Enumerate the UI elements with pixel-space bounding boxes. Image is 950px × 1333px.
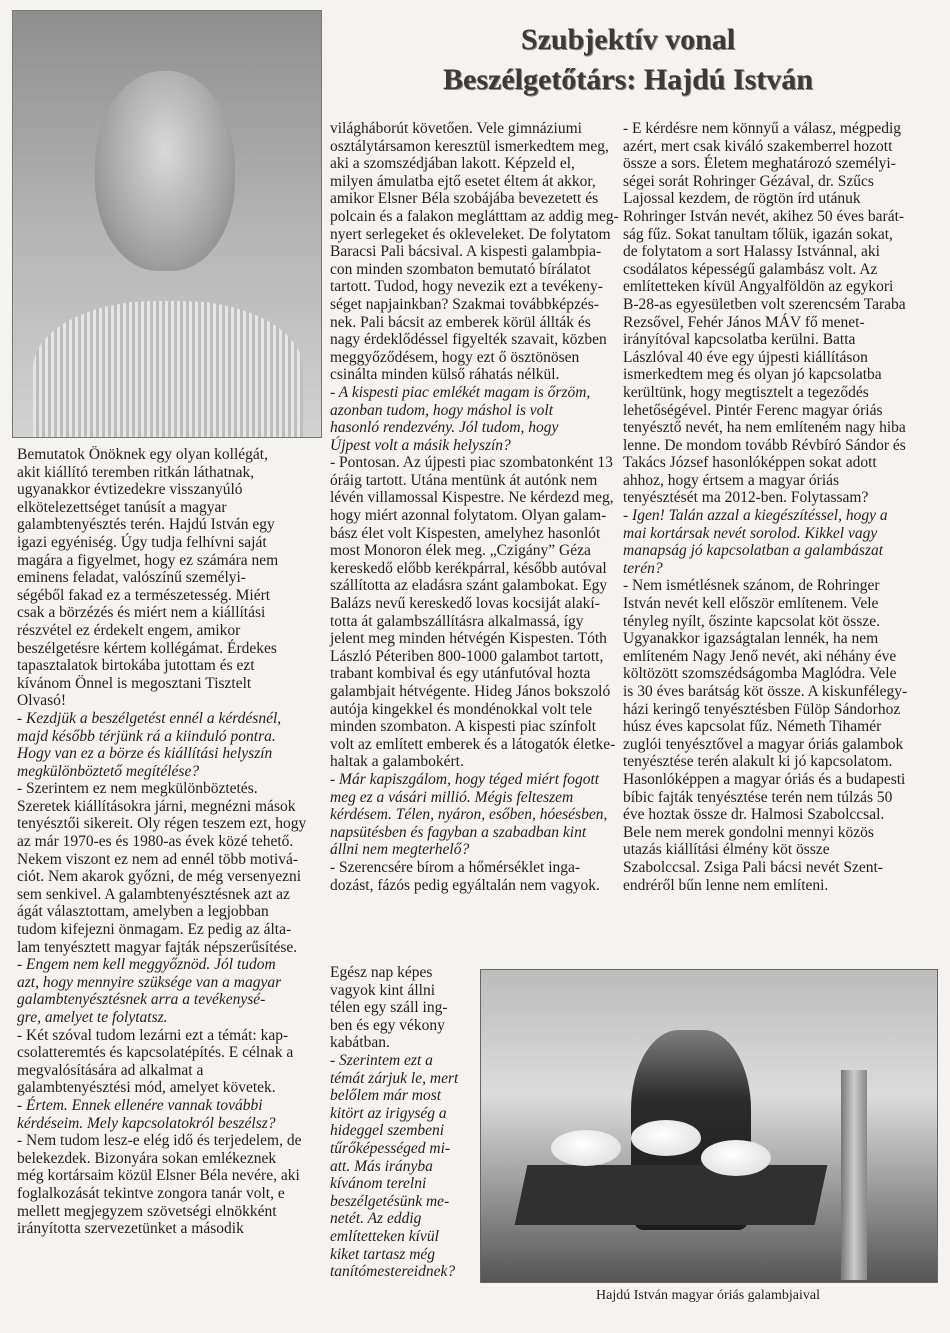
text-line: hideggel szembeni: [330, 1122, 445, 1140]
text-line: Baracsi Pali bácsival. A kispesti galambpia-: [330, 243, 602, 261]
text-line: bíbic fajták tenyésztése terén nem túlzás 50: [623, 788, 893, 806]
text-line: tűrőképességed mi-: [330, 1139, 451, 1157]
text-line: Szabolccsal. Zsiga Pali bácsi nevét Szent-: [623, 858, 883, 876]
text-line: galambtenyésztés terén. Hajdú István egy: [17, 516, 275, 534]
pigeon: [701, 1140, 771, 1176]
text-line: ségéből fakad ez a természetesség. Miért: [17, 586, 271, 604]
text-line: meggyőződésem, hogy ezt ő ösztönösen: [330, 348, 580, 366]
text-line: tenyésztését ma 2012-ben. Folytassam?: [623, 489, 869, 507]
text-line: tudom kifejezni önmagam. Ez pedig az álta-: [17, 921, 292, 939]
text-line: Hasonlóképpen a magyar óriás és a budapesti: [623, 770, 906, 788]
text-line: említetteken kívül: [330, 1227, 439, 1245]
text-line: trabant kombival és egy utánfutóval hozta: [330, 665, 591, 683]
column-middle-narrow: [330, 964, 480, 1281]
text-line: most Monoron élek meg. „Czigány” Géza: [330, 542, 591, 560]
text-line: - Kezdjük a beszélgetést ennél a kérdésnél,: [17, 709, 282, 727]
text-line: tényleg nyílt, őszinte kapcsolat köt össze.: [623, 612, 880, 630]
text-line: kérdésem. Télen, nyáron, esőben, hóesésben,: [330, 806, 608, 824]
text-line: aki a szomszédjában lakott. Képzeld el,: [330, 155, 575, 173]
text-line: ság fűz. Sokat tanultam tőlük, igazán sokat,: [623, 225, 893, 243]
text-line: totta át galambszállításra alkalmassá, így: [330, 612, 584, 630]
text-line: megkülönböztető megítélése?: [17, 762, 200, 780]
text-line: con minden szombaton bemutató bírálatot: [330, 260, 591, 278]
text-line: tenyésztése terén alakult ki jó kapcsolatom.: [623, 753, 893, 771]
pigeon: [631, 1120, 701, 1156]
text-line: att. Más irányba: [330, 1157, 433, 1175]
text-line: jelent meg minden hétvégén Kispesten. Tóth: [330, 630, 607, 648]
text-line: galambtenyésztésnek arra a tevékenysé-: [17, 991, 266, 1009]
text-line: éve hoztak össze dr. Halmosi Szabolccsal.: [623, 806, 885, 824]
text-line: költözött szomszédságomba Maglódra. Vele: [623, 665, 897, 683]
text-line: Takács József hasonlóképpen sokat adott: [623, 454, 877, 472]
text-line: Hogy van ez a börze és kiállítási helyszín: [17, 745, 273, 763]
text-line: télen egy száll ing-: [330, 999, 448, 1017]
text-line: tapasztalatok birtokába jutottam és ezt: [17, 657, 255, 675]
text-line: - Értem. Ennek ellenére vannak további: [17, 1096, 263, 1114]
text-line: István nevét kell először említenem. Vele: [623, 595, 879, 613]
text-line: napsütésben és fagyban a szabadban kint: [330, 823, 587, 841]
text-line: manapság jó kapcsolatban a galambászat: [623, 542, 884, 560]
text-line: is 30 éves barátság köt össze. A kiskunfélegy-: [623, 683, 908, 700]
text-line: foglalkozását tekintve zongora tanár volt, e: [17, 1184, 285, 1202]
text-line: endréről bűn lenne nem említeni.: [623, 876, 829, 894]
text-line: Balázs nevű kereskedő lovas kocsiját alakí-: [330, 595, 600, 613]
text-line: lam tenyésztett magyar fajták népszerűsítése.: [17, 938, 298, 956]
text-line: osztálytársamon keresztül ismerkedtem meg,: [330, 137, 609, 155]
text-line: kabátban.: [330, 1034, 390, 1052]
text-line: magára a figyelmet, hogy ez számára nem: [17, 551, 279, 569]
text-line: lehetőségével. Pintér Ferenc magyar óriás: [623, 401, 883, 419]
text-line: házi keringő tenyésztésben Fülöp Sándorhoz: [623, 700, 901, 718]
portrait-head: [95, 71, 235, 271]
text-line: - A kispesti piac emlékét magam is őrzöm,: [330, 383, 591, 401]
text-line: amikor Elsner Béla szobájába bevezetett és: [330, 190, 599, 208]
text-line: kiket tartasz még: [330, 1245, 436, 1263]
text-line: nyert serlegeket és okleveleket. De folytatom: [330, 225, 611, 243]
text-line: - Szerencsére bírom a hőmérséklet inga-: [330, 858, 581, 876]
text-line: óráig tartott. Utána mentünk át autónk nem: [330, 471, 598, 489]
text-line: Lajossal kezdem, de rögtön írd utánuk: [623, 190, 861, 208]
article-title: [328, 20, 928, 100]
text-line: minden szombaton. A kispesti piac színfolt: [330, 718, 597, 736]
text-line: Ugyanakkor igazságtalan lennék, ha nem: [623, 630, 879, 648]
text-line: lévén villamossal Kispestre. Ne kérdezd meg,: [330, 489, 614, 507]
text-line: ágát választottam, amelyben a legjobban: [17, 903, 269, 921]
article-title-line-1: Szubjektív vonal: [520, 23, 736, 56]
text-line: irányította szervezetünket a második: [17, 1220, 244, 1238]
text-line: azért, mert csak kiváló szakemberrel hozott: [623, 137, 893, 155]
text-line: igazi egyéniség. Úgy tudja felhívni saját: [17, 533, 267, 551]
text-line: össze a sors. Életem meghatározó személyi-: [623, 155, 896, 173]
text-line: vagyok kint állni: [330, 981, 436, 999]
text-line: - Igen! Talán azzal a kiegészítéssel, hogy a: [623, 507, 888, 525]
text-line: Újpest volt a másik helyszín?: [330, 436, 511, 454]
text-line: tanítómestereidnek?: [330, 1263, 456, 1281]
text-line: belekezdek. Bizonyára sokan emlékeznek: [17, 1149, 277, 1167]
text-line: sem senkivel. A galambtenyésztésnek azt az: [17, 885, 290, 903]
text-line: milyen ámulatba ejtő esetet éltem át akkor,: [330, 172, 596, 190]
text-line: lenne. De mondom tovább Révbíró Sándor és: [623, 436, 906, 454]
text-line: Olvasó!: [17, 692, 67, 710]
text-line: ségei sorát Rohringer Gézával, dr. Szűcs: [623, 172, 874, 190]
text-line: terén?: [623, 559, 663, 577]
text-line: világháborút követően. Vele gimnáziumi: [330, 120, 582, 137]
text-line: ahhoz, hogy értsem a magyar óriás: [623, 471, 840, 489]
text-line: gre, amelyet te folytatsz.: [17, 1009, 168, 1026]
text-line: nek. Pali bácsit az emberek körül állták és: [330, 313, 591, 331]
text-line: az már 1970-es és 1980-as évek közé tehető.: [17, 833, 294, 851]
text-line: megvalósítására ad alkalmat a: [17, 1061, 204, 1079]
text-line: beszélgetésünk me-: [330, 1192, 450, 1210]
portrait-shirt: [33, 301, 303, 438]
column-left: [17, 446, 317, 1238]
text-line: azonban tudom, hogy máshol is volt: [330, 401, 554, 419]
text-line: szállította az eladásra szánt galambokat. Egy: [330, 577, 608, 595]
text-line: eminens feladat, valószínű személyi-: [17, 569, 246, 587]
text-line: bász élet volt Kispesten, amelyhez hasonlót: [330, 524, 601, 542]
text-line: ciót. Nem akarok győzni, de még versenyezni: [17, 868, 302, 886]
article-title-line-2: Beszélgetőtárs: Hajdú István: [443, 63, 813, 96]
text-line: húsz éves kapcsolat fűz. Németh Tihamér: [623, 718, 882, 736]
text-line: - Nem tudom lesz-e elég idő és terjedelem, de: [17, 1132, 302, 1150]
photo-caption: Hajdú István magyar óriás galambjaival: [596, 1288, 820, 1303]
text-line: galambjait hétvégente. Hideg János bokszoló: [330, 683, 611, 700]
text-line: Rohringer István nevét, akihez 50 éves barát-: [623, 207, 905, 225]
text-line: belőlem már most: [330, 1087, 442, 1105]
text-line: kívánom Önnel is megosztani Tisztelt: [17, 674, 252, 692]
text-line: B-28-as egyesületben volt szerencsém Taraba: [623, 295, 906, 313]
text-line: séget napjainkban? Szakmai továbbképzés-: [330, 295, 599, 313]
text-line: - Engem nem kell meggyőznöd. Jól tudom: [17, 956, 276, 974]
text-line: Szeretek kiállításokra járni, megnézni mások: [17, 797, 296, 815]
text-line: netét. Az eddig: [330, 1210, 422, 1228]
text-line: - Két szóval tudom lezárni ezt a témát: kap-: [17, 1026, 289, 1044]
text-line: említetteken kívül Angyalföldön az egykori: [623, 278, 894, 296]
text-line: hasonló rendezvény. Jól tudom, hogy: [330, 419, 559, 437]
text-line: - E kérdésre nem könnyű a válasz, mégpedig: [623, 120, 902, 137]
text-line: még kortársaim közül Elsner Béla nevére, aki: [17, 1167, 300, 1185]
text-line: ben és egy vékony: [330, 1016, 445, 1034]
text-line: akit kiállító teremben ritkán láthatnak,: [17, 463, 255, 481]
text-line: csinálta minden külső ráhatás nélkül.: [330, 366, 560, 384]
pigeon: [551, 1130, 621, 1166]
text-line: tenyésztői sikereit. Oly régen teszem ezt, hogy: [17, 815, 307, 833]
text-line: Lászlóval 40 éve egy újpesti kiállításon: [623, 348, 868, 366]
text-line: nagy érdeklődéssel figyelték szavait, közben: [330, 331, 607, 349]
text-line: Egész nap képes: [330, 964, 433, 981]
text-line: tenyésztő nevét, ha nem említeném nagy hiba: [623, 419, 906, 437]
text-line: - Nem ismétlésnek szánom, de Rohringer: [623, 577, 880, 595]
text-line: zuglói tenyésztővel a magyar óriás galambok: [623, 735, 904, 753]
text-line: volt az említett emberek és a látogatók életke-: [330, 735, 616, 753]
text-line: kerültünk, hogy megtisztelt a tegeződés: [623, 383, 869, 401]
text-line: Bele nem merek gondolni mennyi közös: [623, 823, 874, 841]
pigeons-photo: [480, 969, 938, 1283]
column-middle: [330, 120, 619, 894]
text-line: mai kortársak nevét sorolod. Kikkel vagy: [623, 524, 878, 542]
text-line: csolatteremtés és kapcsolatépítés. E célnak a: [17, 1044, 294, 1062]
text-line: kérdéseim. Mely kapcsolatokról beszélsz?: [17, 1114, 276, 1132]
text-line: csodálatos képességű galambász volt. Az: [623, 260, 878, 278]
text-line: azt, hogy mennyire szüksége van a magyar: [17, 973, 282, 991]
text-line: autója kingekkel és mondénokkal volt tele: [330, 700, 593, 718]
text-line: - Már kapiszgálom, hogy téged miért fogott: [330, 770, 600, 788]
text-line: hogy miért azonnal folytatom. Olyan galam-: [330, 507, 607, 525]
text-line: utazás kiállítási élmény köt össze: [623, 841, 830, 859]
text-line: témát zárjuk le, mert: [330, 1069, 459, 1087]
text-line: majd később térjünk rá a kiinduló pontra.: [17, 727, 276, 745]
display-table: [515, 1165, 828, 1225]
text-line: kereskedő előbb kerékpárral, később autóval: [330, 559, 607, 577]
text-line: Rezsővel, Fehér János MÁV fő menet-: [623, 313, 865, 331]
portrait-photo: [12, 10, 322, 438]
text-line: ugyanakkor évtizedekre visszanyúló: [17, 481, 243, 499]
text-line: irányítóval kapcsolatba kerülni. Batta: [623, 331, 856, 349]
text-line: állni nem megterhelő?: [330, 841, 470, 859]
text-line: beszélgetésre kértem kollégámat. Érdekes: [17, 639, 277, 657]
text-line: meg ez a vásári millió. Mégis felteszem: [330, 788, 574, 806]
text-line: kitört az irigység a: [330, 1104, 447, 1122]
text-line: polcain és a falakon meglátttam az addig meg-: [330, 207, 619, 225]
text-line: galambtenyésztési mód, amelyet követek.: [17, 1079, 276, 1097]
column-right: [623, 120, 923, 894]
text-line: tartott. Tudod, hogy nevezik ezt a tevékeny-: [330, 278, 603, 296]
text-line: - Szerintem ezt a: [330, 1051, 433, 1069]
text-line: dozást, fázós pedig egyáltalán nem vagyok.: [330, 876, 600, 894]
text-line: említeném Nagy Jenő nevét, aki néhány éve: [623, 647, 897, 665]
text-line: haltak a galambokért.: [330, 753, 464, 771]
text-line: László Péteriben 800-1000 galambot tartott,: [330, 647, 604, 665]
text-line: de folytatom a sort Halassy Istvánnal, aki: [623, 243, 880, 261]
text-line: - Pontosan. Az újpesti piac szombatonként 13: [330, 454, 613, 472]
tree-trunk: [841, 1070, 867, 1280]
text-line: elkötelezettséget tanúsít a magyar: [17, 498, 227, 516]
text-line: Nekem viszont ez nem ad ennél több motivá-: [17, 850, 299, 868]
text-line: csak a börzézés és miért nem a kiállítási: [17, 604, 266, 622]
text-line: - Szerintem ez nem megkülönböztetés.: [17, 780, 258, 798]
text-line: kívánom terelni: [330, 1175, 427, 1193]
text-line: ismerkedtem meg és olyan jó kapcsolatba: [623, 366, 882, 384]
text-line: Bemutatok Önöknek egy olyan kollégát,: [17, 446, 268, 463]
text-line: részvétel ez érdekelt engem, amikor: [17, 621, 241, 639]
text-line: mellett megjegyzem szövetségi elnökként: [17, 1202, 277, 1220]
